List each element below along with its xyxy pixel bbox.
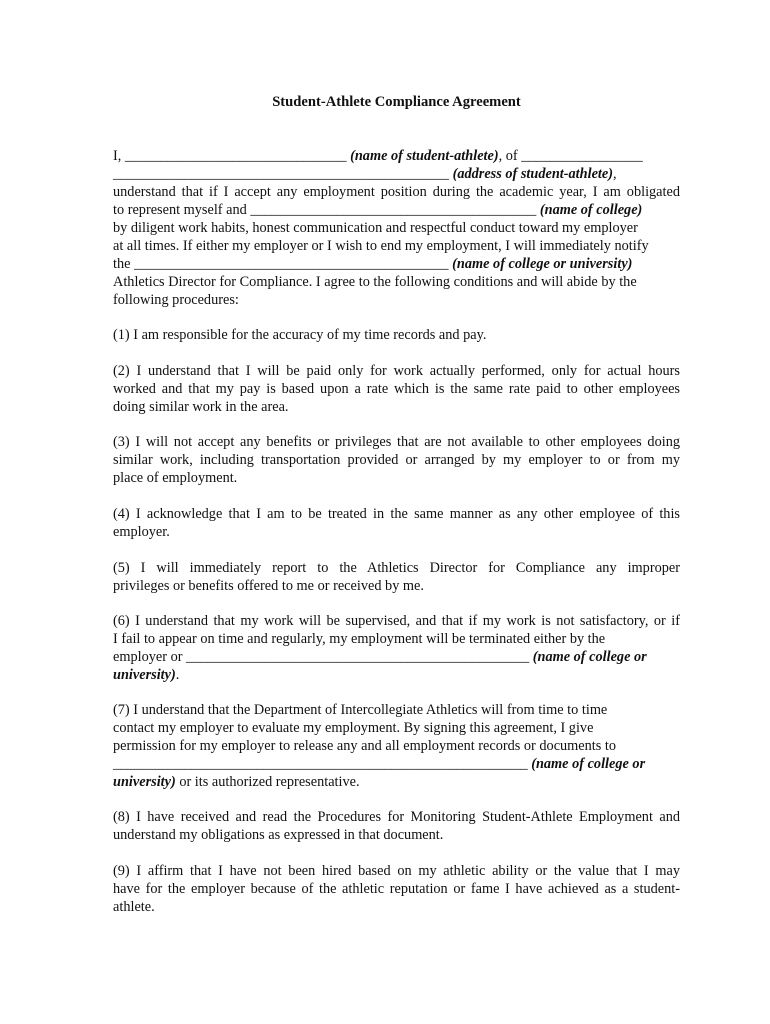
- intro-line-5: by diligent work habits, honest communication and respectful conduct toward my employer: [113, 220, 638, 236]
- comma: ,: [613, 166, 617, 182]
- intro-line-2: [113, 165, 617, 183]
- name-of-student-athlete-label: (name of student-athlete): [350, 148, 499, 164]
- clause-6-line-1: (6) I understand that my work will be supervised, and that if my work is not satisfactory, or if: [113, 613, 680, 629]
- intro-line-6: at all times. If either my employer or I wish to end my employment, I will immediately notify: [113, 238, 649, 254]
- clause-4-line-1: (4) I acknowledge that I am to be treated in the same manner as any other employee of this: [113, 506, 680, 522]
- clause-9-line-1: (9) I affirm that I have not been hired based on my athletic ability or the value that I may: [113, 863, 680, 879]
- intro-line-4: [113, 201, 642, 219]
- clause-7-line-5: [113, 773, 360, 791]
- university-label: university): [113, 774, 176, 790]
- document-title: Student-Athlete Compliance Agreement: [272, 94, 521, 110]
- name-of-college-label: (name of college): [539, 202, 643, 218]
- clause-7-line-4: [113, 755, 645, 773]
- intro-line-8: Athletics Director for Compliance. I agree to the following conditions and will abide by the: [113, 274, 637, 290]
- period: .: [175, 667, 180, 683]
- clause-6-line-4: [113, 666, 179, 684]
- college-blank: to represent myself and ________________________________________: [113, 202, 540, 218]
- name-of-college-or-label: (name of college or: [532, 649, 647, 665]
- intro-line-3: understand that if I accept any employment position during the academic year, I am obligated: [113, 184, 680, 200]
- address-blank: _______________________________________________: [113, 166, 453, 182]
- clause-6-line-3: [113, 648, 647, 666]
- clause-5-line-1: (5) I will immediately report to the Athletics Director for Compliance any improper: [113, 560, 680, 576]
- records-recipient-blank: __________________________________________________________: [113, 756, 532, 772]
- clause-4-line-2: employer.: [113, 524, 170, 540]
- clause-1-line-1: (1) I am responsible for the accuracy of my time records and pay.: [113, 327, 487, 343]
- intro-line-9: following procedures:: [113, 292, 239, 308]
- clause-3-line-3: place of employment.: [113, 470, 238, 486]
- university-blank: the ____________________________________________: [113, 256, 453, 272]
- clause-2-line-1: (2) I understand that I will be paid only for work actually performed, only for actual hours: [113, 363, 680, 379]
- intro-of-blank: , of _________________: [498, 148, 643, 164]
- clause-7-line-2: contact my employer to evaluate my employment. By signing this agreement, I give: [113, 720, 594, 736]
- university-label: university): [113, 667, 176, 683]
- clause-6-line-2: I fail to appear on time and regularly, my employment will be terminated either by the: [113, 631, 606, 647]
- clause-2-line-2: worked and that my pay is based upon a rate which is the same rate paid to other employees: [113, 381, 680, 397]
- clause-9-line-2: have for the employer because of the athletic reputation or fame I have achieved as a student-: [113, 881, 680, 897]
- authorized-representative-text: or its authorized representative.: [175, 774, 360, 790]
- clause-8-line-1: (8) I have received and read the Procedures for Monitoring Student-Athlete Employment and: [113, 809, 680, 825]
- clause-3-line-2: similar work, including transportation provided or arranged by my employer to or from my: [113, 452, 680, 468]
- name-of-college-or-label: (name of college or: [531, 756, 646, 772]
- clause-7-line-1: (7) I understand that the Department of Intercollegiate Athletics will from time to time: [113, 702, 608, 718]
- clause-2-line-3: doing similar work in the area.: [113, 399, 289, 415]
- clause-9-line-3: athlete.: [113, 899, 155, 915]
- clause-3-line-1: (3) I will not accept any benefits or privileges that are not available to other employees doing: [113, 434, 680, 450]
- clause-8-line-2: understand my obligations as expressed in that document.: [113, 827, 444, 843]
- intro-name-blank: I, _______________________________: [113, 148, 351, 164]
- name-of-college-or-university-label: (name of college or university): [452, 256, 633, 272]
- intro-line-1: [113, 147, 643, 165]
- address-of-student-athlete-label: (address of student-athlete): [452, 166, 613, 182]
- clause-5-line-2: privileges or benefits offered to me or received by me.: [113, 578, 424, 594]
- employer-or-blank: employer or ________________________________________________: [113, 649, 533, 665]
- intro-line-7: [113, 255, 632, 273]
- clause-7-line-3: permission for my employer to release any and all employment records or documents to: [113, 738, 617, 754]
